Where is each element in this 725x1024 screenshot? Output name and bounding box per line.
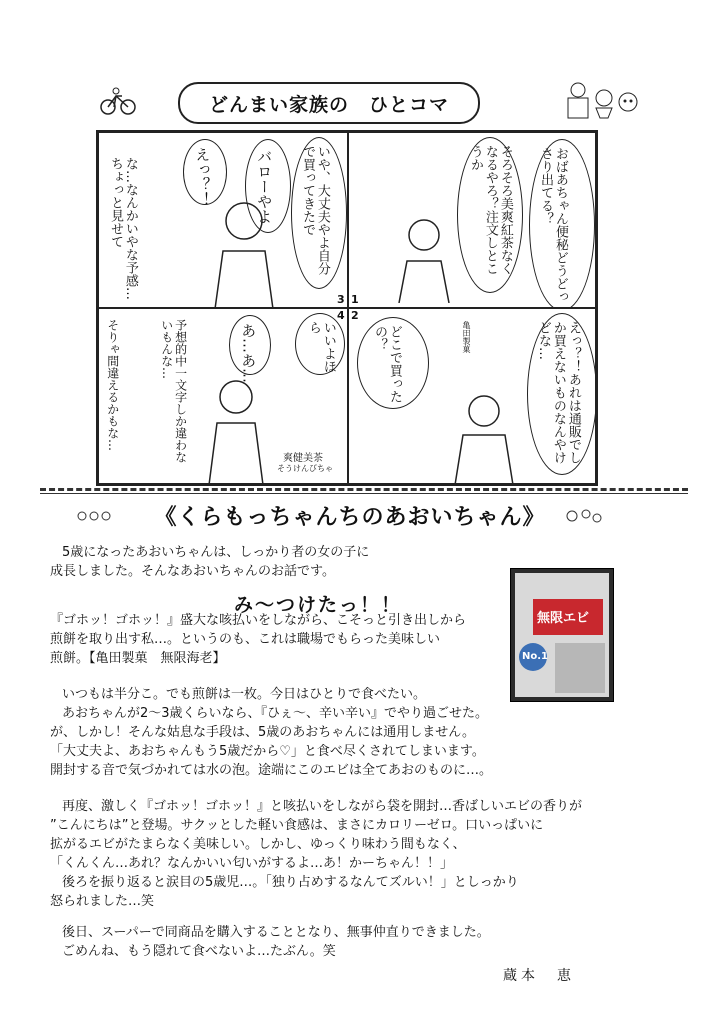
product-badge: No.1 <box>522 651 548 662</box>
body-text: 拡がるエビがたまらなく美味しい。しかし、ゆっくり味わう間もなく、 <box>50 837 466 852</box>
body-text: 成長しました。そんなあおいちゃんのお話です。 <box>50 564 335 579</box>
flower-icon <box>564 506 604 530</box>
body-text: 「大丈夫よ、あおちゃんもう5歳だから♡」と食べ尽くされてしまいます。 <box>50 744 485 759</box>
character-figure <box>203 375 269 484</box>
story-title: 《くらもっちゃんちのあおいちゃん》 <box>154 505 546 530</box>
tea-bottle-ruby: そうけんびちゃ <box>277 464 333 473</box>
comic-panel-4 <box>98 308 348 484</box>
speech-text: えっ？！ <box>193 147 212 207</box>
body-text: 『ゴホッ！ゴホッ！』盛大な咳払いをしながら、こそっと引き出しから <box>50 613 467 628</box>
narration-text: な…なんかいやな予感…ちょっと見せて <box>107 157 138 300</box>
subheading: み～つけたっ！！ <box>234 594 403 616</box>
comic-panel-3 <box>98 132 348 308</box>
character-figure <box>389 213 459 307</box>
bicycle-icon <box>100 86 136 116</box>
narration-text: そりゃ間違えるかもな… <box>105 319 120 451</box>
product-name: 無限エビ <box>537 611 590 626</box>
body-text: 後ろを振り返ると涙目の5歳児…。「独り占めするなんてズルい！」としっかり <box>62 875 519 890</box>
narration-text: 予想的中一文字しか違わないもんな… <box>159 319 188 463</box>
tea-bottle-label: 爽健美茶 <box>283 453 323 464</box>
product-photo <box>510 568 614 702</box>
character-figure <box>209 193 279 308</box>
body-text: 怒られました…笑 <box>50 894 155 909</box>
section-divider <box>40 488 688 491</box>
body-text: 煎餅。【亀田製菓 無限海老】 <box>50 651 226 666</box>
speech-text: どこで買ったの？ <box>371 325 402 403</box>
animal-characters-icon <box>562 76 642 122</box>
body-text: 煎餅を取り出す私…。というのも、これは職場でもらった美味しい <box>50 632 441 647</box>
section-divider <box>40 493 688 494</box>
body-text: ”こんにちは”と登場。サクッとした軽い食感は、まさにカロリーゼロ。口いっぱいに <box>50 818 544 833</box>
comic-panel-1 <box>348 132 596 308</box>
character-figure <box>449 389 519 484</box>
speech-text: えっ？！あれは通販でしか買えないものなんやけどな… <box>535 321 581 464</box>
body-text: いつもは半分こ。でも煎餅は一枚。今日はひとりで食べたい。 <box>62 687 427 702</box>
panel-number: 1 <box>351 293 359 306</box>
speech-text: いいよほら <box>305 321 336 373</box>
flower-icon <box>76 508 116 528</box>
author-signature: 蔵本 恵 <box>503 968 575 984</box>
panel-number: 4 <box>337 309 345 322</box>
body-text: 「くんくん…あれ？なんかいい匂いがするよ…あ！かーちゃん！！」 <box>50 856 454 871</box>
comic-strip <box>96 130 598 486</box>
comic-panel-2 <box>348 308 596 484</box>
body-text: が、しかし！そんな姑息な手段は、5歳のあおちゃんには通用しません。 <box>50 725 476 740</box>
body-text: あおちゃんが2～3歳くらいなら、『ひぇ～、辛い辛い』でやり過ごせた。 <box>62 706 489 721</box>
body-text: ごめんね、もう隠れて食べないよ…たぶん。笑 <box>62 944 336 959</box>
panel-number: 3 <box>337 293 345 306</box>
body-text: 後日、スーパーで同商品を購入することとなり、無事仲直りできました。 <box>62 925 490 940</box>
speech-text: おばあちゃん便秘どうどっさり出てる？ <box>537 147 568 303</box>
panel-number: 2 <box>351 309 359 322</box>
store-sign: 亀田製菓 <box>462 321 471 353</box>
body-text: 5歳になったあおいちゃんは、しっかり者の女の子に <box>62 545 370 560</box>
speech-text: あ…あ… <box>239 323 258 383</box>
body-text: 再度、激しく『ゴホッ！ゴホッ！』と咳払いをしながら袋を開封…香ばしいエビの香りが <box>62 799 583 814</box>
speech-text: そろそろ美爽紅茶なくなるやろ？注文しとこうか <box>467 145 513 275</box>
page-title: どんまい家族の ひとコマ <box>178 82 480 124</box>
speech-text: いや、大丈夫やよ自分で買ってきたで <box>299 145 330 275</box>
speech-text: バローやよ <box>255 149 274 224</box>
body-text: 開封する音で気づかれては水の泡。途端にこのエビは全てあおのものに…。 <box>50 763 493 778</box>
